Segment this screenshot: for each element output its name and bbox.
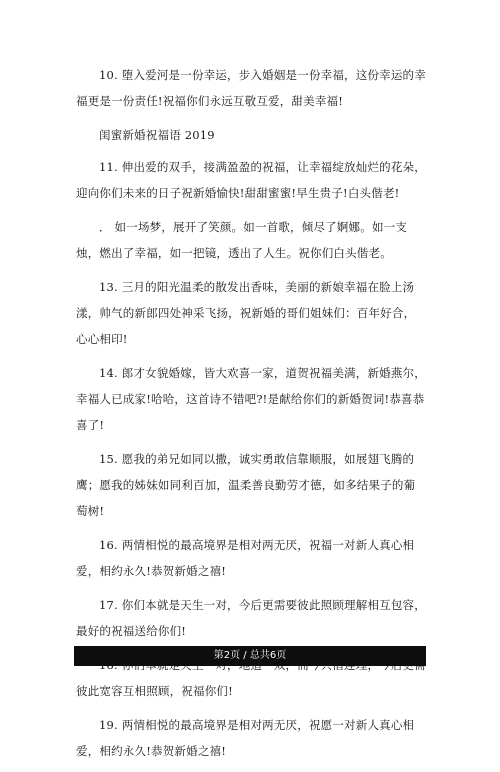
section-heading: 闺蜜新婚祝福语 2019: [99, 128, 215, 142]
page-footer: [74, 646, 426, 666]
paragraph-11: 11. 伸出爱的双手，接满盈盈的祝福，让幸福绽放灿烂的花朵，迎向你们未来的日子祝新婚愉快!甜甜蜜蜜!早生贵子!白头偕老!: [76, 160, 426, 200]
paragraph-10: 10. 堕入爱河是一份幸运，步入婚姻是一份幸福，这份幸运的幸福更是一份责任!祝福你们永远互敬互爱，甜美幸福!: [76, 68, 426, 108]
page-number: 第2页 / 总共6页: [213, 650, 287, 661]
paragraph-17: 17. 你们本就是天生一对，今后更需要彼此照顾理解相互包容，最好的祝福送给你们!: [76, 598, 426, 638]
paragraph-12: ． 如一场梦，展开了笑颜。如一首歌，倾尽了婀娜。如一支烛，燃出了幸福，如一把镜，透出了人生。祝你们白头偕老。: [76, 220, 408, 260]
paragraph-14: 14. 郎才女貌婚嫁，皆大欢喜一家，道贺祝福美满，新婚燕尔，幸福人已成家!哈哈，这首诗不错吧?!是献给你们的新婚贺词!恭喜恭喜了!: [76, 366, 426, 432]
paragraph-16: 16. 两情相悦的最高境界是相对两无厌，祝福一对新人真心相爱，相约永久!恭贺新婚之禧!: [76, 538, 415, 578]
paragraph-18: 彼此宽容互相照顾，祝福你们!: [76, 684, 233, 698]
paragraph-13: 13. 三月的阳光温柔的散发出香味，美丽的新娘幸福在脸上汤漾，帅气的新郎四处神采飞扬，祝新婚的哥们姐妹们：百年好合，心心相印!: [76, 280, 416, 346]
paragraph-15: 15. 愿我的弟兄如同以撒，诚实勇敢信靠顺服，如展翅飞腾的鹰；愿我的姊妹如同利百加，温柔善良勤劳才德，如多结果子的葡萄树!: [76, 452, 416, 518]
paragraph-19: 19. 两情相悦的最高境界是相对两无厌，祝愿一对新人真心相爱，相约永久!恭贺新婚之禧!: [76, 718, 415, 758]
